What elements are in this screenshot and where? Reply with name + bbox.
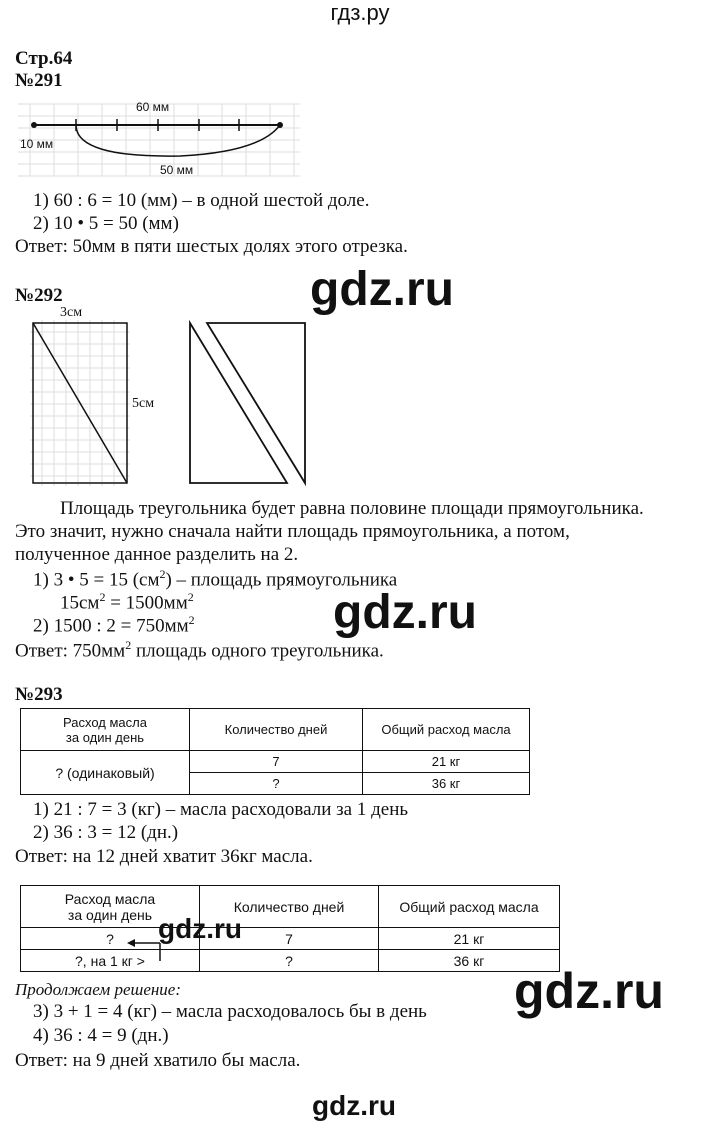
table-cell: ? [190,773,363,795]
problem-292-number: №292 [15,285,63,306]
table-cell: ?, на 1 кг > [21,950,200,972]
p291-step-1: 1) 60 : 6 = 10 (мм) – в одной шестой доле. [33,190,370,211]
problem-293-number: №293 [15,684,63,705]
p293-continue-label: Продолжаем решение: [15,980,182,999]
five-sixths-label: 50 мм [160,163,194,177]
table-header-days: Количество дней [200,886,379,928]
site-header: гдз.ру [330,0,390,25]
five-sixths-arc [76,125,280,156]
rectangle-diagonal [33,323,127,483]
data-table-2 [20,885,560,972]
table-header-total-usage: Общий расход масла [363,709,530,751]
page-reference: Стр.64 [15,48,73,69]
table-cell: 21 кг [379,928,560,950]
p292-paragraph-3: полученное данное разделить на 2. [15,544,299,565]
rectangle-figure [30,320,130,486]
table-cell: 7 [190,751,363,773]
table-cell: 7 [200,928,379,950]
table-cell: 21 кг [363,751,530,773]
p292-paragraph-2: Это значит, нужно сначала найти площадь прямоугольника, а потом, [15,521,570,542]
table-cell: 36 кг [363,773,530,795]
p293-step-1: 1) 21 : 7 = 3 (кг) – масла расходовали за 1 день [33,799,409,820]
p292-step-2: 2) 1500 : $2 = 750мм^2$ [33,613,195,637]
segment-start-point [31,122,37,128]
cut-triangles-figure [185,318,310,488]
watermark: gdz.ru [514,963,664,1019]
watermark: gdz.ru [158,913,242,944]
watermark: gdz.ru [310,263,454,316]
segment-length-label: 60 мм [136,100,170,114]
table-header-daily-usage: Расход масла за один день [21,886,200,928]
watermark: gdz.ru [333,586,477,639]
p291-answer: Ответ: 50мм в пяти шестых долях этого отрезка. [15,236,408,257]
right-triangle [207,323,305,483]
table-cell: ? (одинаковый) [21,751,190,795]
p293-step-2: 2) 36 : 3 = 12 (дн.) [33,822,179,843]
table-header-days: Количество дней [190,709,363,751]
table-cell: 36 кг [379,950,560,972]
left-triangle [190,323,287,483]
p293-answer-2: Ответ: на 9 дней хватило бы масла. [15,1050,301,1071]
table-header-total-usage: Общий расход масла [379,886,560,928]
p293-answer-1: Ответ: на 12 дней хватит 36кг масла. [15,846,313,867]
data-table-1 [20,708,530,795]
p291-step-2: 2) 10 • 5 = 50 (мм) [33,213,179,234]
p292-paragraph-1: Площадь треугольника будет равна половине площади прямоугольника. [60,498,644,519]
p292-step-1: 1) 3 • 5 = 15 $(см^2)$ – площадь прямоугольника [33,567,398,591]
p293-step-3: 3) 3 + 1 = 4 (кг) – масла расходовалось бы в день [33,1001,427,1022]
problem-291-number: №291 [15,70,63,91]
p292-unit-conversion: $15см^2 = 1500мм^2$ [60,590,194,614]
grid-background [18,104,300,176]
table-header-daily-usage: Расход масла за один день [21,709,190,751]
table-cell: ? [21,928,200,950]
rectangle-height-label: 5см [132,396,155,411]
table-cell: ? [200,950,379,972]
watermark: gdz.ru [312,1090,396,1121]
one-sixth-label: 10 мм [20,137,54,151]
p293-step-4: 4) 36 : 4 = 9 (дн.) [33,1025,169,1046]
p292-answer: Ответ: $750мм^2$ площадь одного треугольника. [15,638,384,662]
rectangle-width-label: 3см [60,305,83,320]
